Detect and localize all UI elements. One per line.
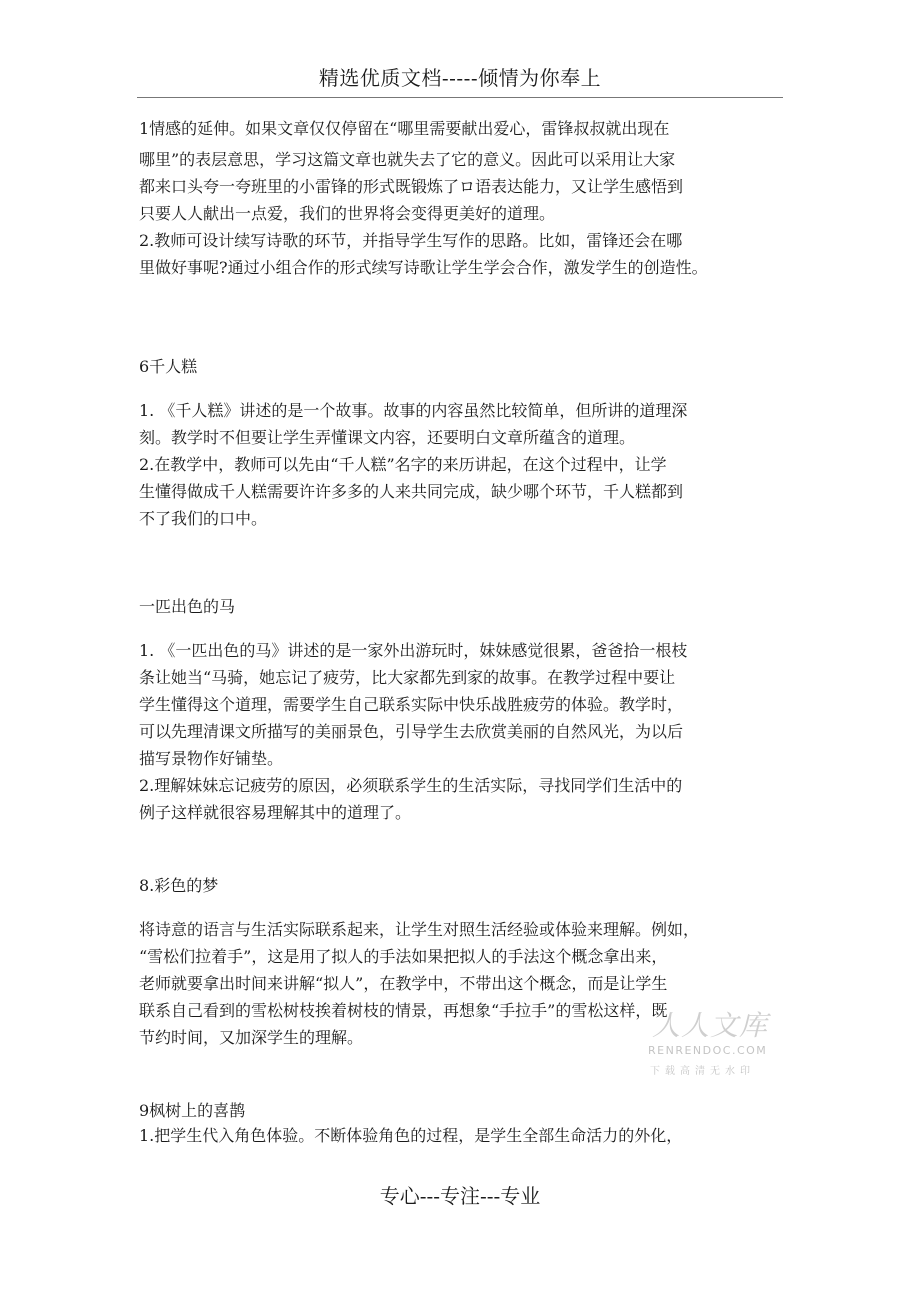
page-header-title: 精选优质文档-----倾情为你奉上 xyxy=(318,66,602,90)
body-line: 学生懂得这个道理，需要学生自己联系实际中快乐战胜疲劳的体验。教学时， xyxy=(139,695,684,714)
body-line: 节约时间，又加深学生的理解。 xyxy=(139,1028,364,1047)
section-heading: 一匹出色的马 xyxy=(139,597,236,616)
body-line: 1. 《一匹出色的马》讲述的是一家外出游玩时，妹妹感觉很累，爸爸拾一根枝 xyxy=(139,641,688,660)
body-line: 1情感的延伸。如果文章仅仅停留在“哪里需要献出爱心，雷锋叔叔就出现在 xyxy=(139,119,670,138)
watermark-logo xyxy=(646,1004,774,1078)
body-line: 哪里”的表层意思，学习这篇文章也就失去了它的意义。因此可以采用让大家 xyxy=(139,150,676,169)
body-line: 描写景物作好铺垫。 xyxy=(139,749,284,768)
body-line: 生懂得做成千人糕需要许许多多的人来共同完成，缺少哪个环节，千人糕都到 xyxy=(139,482,684,501)
section-heading: 8.彩色的梦 xyxy=(139,876,219,895)
body-line: 可以先理清课文所描写的美丽景色，引导学生去欣赏美丽的自然风光，为以后 xyxy=(139,722,684,741)
body-line: 1. 《千人糕》讲述的是一个故事。故事的内容虽然比较简单，但所讲的道理深 xyxy=(139,401,688,420)
body-line: 刻。教学时不但要让学生弄懂课文内容，还要明白文章所蕴含的道理。 xyxy=(139,428,636,447)
section-heading: 6千人糕 xyxy=(139,357,198,376)
body-line: 例子这样就很容易理解其中的道理了。 xyxy=(139,803,412,822)
body-line: 不了我们的口中。 xyxy=(139,509,268,528)
body-line: 里做好事呢?通过小组合作的形式续写诗歌让学生学会合作，激发学生的创造性。 xyxy=(139,258,708,277)
body-line: 联系自己看到的雪松树枝挨着树枝的情景，再想象“手拉手”的雪松这样，既 xyxy=(139,1001,668,1020)
body-line: “雪松们拉着手”，这是用了拟人的手法如果把拟人的手法这个概念拿出来， xyxy=(139,947,668,966)
page-footer: 专心---专注---专业 xyxy=(379,1184,541,1208)
body-line: 将诗意的语言与生活实际联系起来，让学生对照生活经验或体验来理解。例如， xyxy=(139,920,700,939)
body-line: 条让她当“马骑，她忘记了疲劳，比大家都先到家的故事。在教学过程中要让 xyxy=(139,668,676,687)
body-line: 老师就要拿出时间来讲解“拟人”，在教学中，不带出这个概念，而是让学生 xyxy=(139,974,668,993)
watermark-main-text: 人人文库 xyxy=(652,1009,769,1042)
body-line: 2.理解妹妹忘记疲劳的原因，必须联系学生的生活实际，寻找同学们生活中的 xyxy=(139,776,683,795)
body-line: 1.把学生代入角色体验。不断体验角色的过程，是学生全部生命活力的外化， xyxy=(139,1126,683,1145)
watermark-domain-text: RENRENDOC.COM xyxy=(648,1044,768,1057)
watermark-tag-text: 下载高清无水印 xyxy=(650,1066,755,1077)
body-line: 2.教师可设计续写诗歌的环节，并指导学生写作的思路。比如，雷锋还会在哪 xyxy=(139,231,683,250)
body-line: 都来口头夸一夸班里的小雷锋的形式既锻炼了ロ语表达能力，又让学生感悟到 xyxy=(139,177,684,196)
section-heading: 9枫树上的喜鹊 xyxy=(139,1101,246,1120)
header-divider xyxy=(137,97,783,98)
body-line: 2.在教学中，教师可以先由“千人糕”名字的来历讲起，在这个过程中，让学 xyxy=(139,455,667,474)
body-line: 只要人人献出一点爱，我们的世界将会变得更美好的道理。 xyxy=(139,204,556,223)
